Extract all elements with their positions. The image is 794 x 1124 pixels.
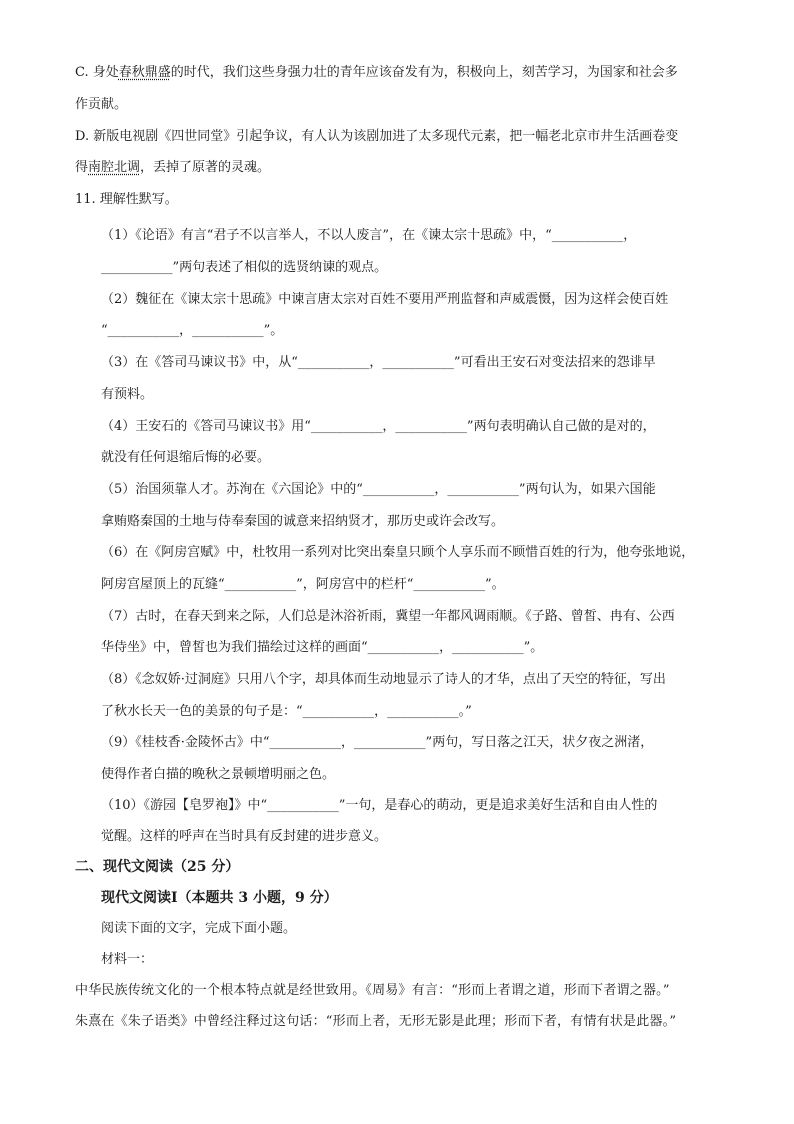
q11-item-8-line2: 了秋水长天一色的美景的句子是：“___________，___________。” bbox=[101, 704, 472, 719]
q11-item-9-line2: 使得作者白描的晚秋之景顿增明丽之色。 bbox=[101, 767, 336, 782]
passage-line-1: 中华民族传统文化的一个根本特点就是经世致用。《周易》有言：“形而上者谓之道，形而下者谓之器。” bbox=[75, 983, 670, 998]
q11-item-3-line2: 有预料。 bbox=[101, 387, 154, 402]
option-c-rest: 的时代，我们这些身强力壮的青年应该奋发有为，积极向上，刻苦学习，为国家和社会多 bbox=[170, 65, 678, 80]
question-11-title: 11. 理解性默写。 bbox=[75, 192, 178, 207]
q11-item-1-line2: ___________”两句表述了相似的选贤纳谏的观点。 bbox=[101, 260, 388, 275]
option-d-prefix: 得 bbox=[75, 160, 89, 175]
passage-line-2: 朱熹在《朱子语类》中曾经注释过这句话：“形而上者，无形无影是此理；形而下者，有情有状是此器。” bbox=[75, 1014, 677, 1029]
option-c-line1 bbox=[75, 66, 678, 80]
option-c-line2: 作贡献。 bbox=[75, 97, 128, 112]
q11-item-1-line1: （1）《论语》有言“君子不以言举人，不以人废言”，在《谏太宗十思疏》中，“___________， bbox=[101, 228, 637, 243]
q11-item-10-line2: 觉醒。这样的呼声在当时具有反封建的进步意义。 bbox=[101, 829, 388, 844]
q11-item-6-line2: 阿房宫屋顶上的瓦缝“___________”，阿房宫中的栏杆“___________”。 bbox=[101, 577, 505, 592]
q11-item-4-line2: 就没有任何退缩后悔的必要。 bbox=[101, 450, 271, 465]
q11-item-5-line1: （5）治国须靠人才。苏洵在《六国论》中的“___________，___________”两句认为，如果六国能 bbox=[101, 482, 656, 497]
option-c-idiom: 春秋鼎盛 bbox=[118, 65, 171, 80]
option-d-rest: ，丢掉了原著的灵魂。 bbox=[140, 160, 271, 175]
q11-item-7-line2: 华侍坐》中，曾皙也为我们描绘过这样的画面“___________，___________”。 bbox=[101, 640, 544, 655]
q11-item-9-line1: （9）《桂枝香·金陵怀古》中“___________，___________”两句，写日落之江天，状夕夜之洲渚， bbox=[101, 735, 654, 750]
q11-item-6-line1: （6）在《阿房宫赋》中，杜牧用一系列对比突出秦皇只顾个人享乐而不顾惜百姓的行为，他夸张地说， bbox=[101, 545, 695, 560]
material-label: 材料一： bbox=[101, 952, 154, 967]
q11-item-4-line1: （4）王安石的《答司马谏议书》用“___________，___________”两句表明确认自己做的是对的， bbox=[101, 419, 656, 434]
q11-item-2-line2: “___________，___________”。 bbox=[101, 323, 284, 338]
option-d-line1: D. 新版电视剧《四世同堂》引起争议，有人认为该剧加进了太多现代元素，把一幅老北京市井生活画卷变 bbox=[75, 129, 679, 144]
q11-item-2-line1: （2）魏征在《谏太宗十思疏》中谏言唐太宗对百姓不要用严刑监督和声威震慑，因为这样会使百姓 bbox=[101, 292, 669, 307]
option-d-idiom: 南腔北调 bbox=[88, 160, 141, 175]
reading-instruction: 阅读下面的文字，完成下面小题。 bbox=[101, 921, 297, 936]
section-2-heading: 二、现代文阅读（25 分） bbox=[75, 859, 240, 875]
q11-item-10-line1: （10）《游园【皂罗袍】》中“___________”一句，是春心的萌动，更是追求美好生活和自由人性的 bbox=[101, 798, 658, 813]
q11-item-7-line1: （7）古时，在春天到来之际，人们总是沐浴祈雨，冀望一年都风调雨顺。《子路、曾皙、冉有、公西 bbox=[101, 609, 675, 624]
q11-item-8-line1: （8）《念奴娇·过洞庭》只用八个字，却具体而生动地显示了诗人的才华，点出了天空的特征，写出 bbox=[101, 672, 666, 687]
section-2-subheading: 现代文阅读Ⅰ（本题共 3 小题，9 分） bbox=[101, 890, 338, 906]
option-c-prefix: C. 身处 bbox=[75, 65, 119, 80]
option-d-line2 bbox=[75, 161, 270, 175]
q11-item-3-line1: （3）在《答司马谏议书》中，从“___________，___________”可看出王安石对变法招来的怨诽早 bbox=[101, 355, 656, 370]
q11-item-5-line2: 拿贿赂秦国的土地与侍奉秦国的诚意来招纳贤才，那历史或许会改写。 bbox=[101, 514, 505, 529]
